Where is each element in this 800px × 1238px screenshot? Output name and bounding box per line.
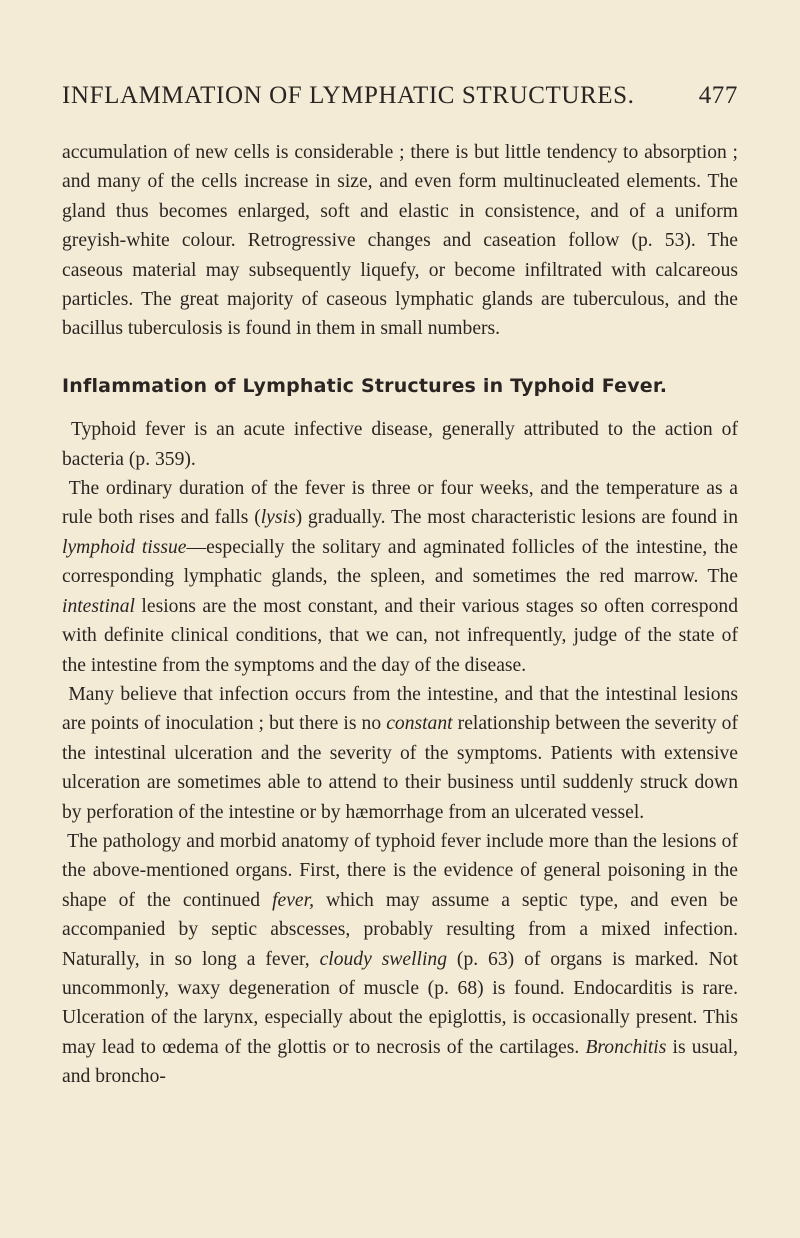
text-run: The pathology and morbid anatomy of typhoid fever include more than the lesions of the above-mentioned organs. First, there is the evidence of general poisoning in the shape of the continued [62,830,738,911]
paragraph [62,680,738,827]
paragraph: accumulation of new cells is considerable ; there is but little tendency to absorption ; and many of the cells increase in size, and even form multinucleated elements. The gland thus becomes enlarged, soft and elastic in consistence, and of a uniform greyish-white colour. Retrogressive changes and caseation follow (p. 53). The caseous material may subsequently liquefy, or become infiltrated with calcareous particles. The great majority of caseous lymphatic glands are tuberculous, and the bacillus tuberculosis is found in them in small numbers. [62,142,738,340]
paragraph [62,415,738,474]
italic-term: lysis [260,507,296,529]
text-run: (p. 63) of organs is marked. Not uncommonly, waxy degeneration of muscle (p. 68) is found. Endocarditis is rare. Ulceration of the larynx, especially about the epiglottis, is occasionally present. This may lead to œdema of the glottis or to necrosis of the cartilages. [62,948,738,1058]
paragraph-text: Typhoid fever is an acute infective disease, generally attributed to the action of bacteria (p. 359). [62,419,739,470]
text-run: —especially the solitary and agminated follicles of the intestine, the corresponding lymphatic glands, the spleen, and sometimes the red marrow. The [62,536,738,588]
section-heading: Inflammation of Lymphatic Structures in Typhoid Fever. [62,374,668,397]
text-run: which may assume a septic type, and even be accompanied by septic abscesses, probably resulting from a mixed infection. Naturally, in so long a fever, [62,889,738,970]
italic-term: cloudy swelling [319,948,448,970]
running-head-title: INFLAMMATION OF LYMPHATIC STRUCTURES. [62,82,635,109]
italic-term: constant [386,713,453,735]
paragraph [62,827,738,1092]
italic-term: intestinal [62,595,135,617]
italic-term: lymphoid tissue [62,536,187,558]
italic-term: Bronchitis [585,1036,667,1058]
body-text [62,138,738,1092]
text-run: The ordinary duration of the fever is three or four weeks, and the temperature as a rule both rises and falls ( [62,478,738,529]
text-run: lesions are the most constant, and their various stages so often correspond with definite clinical conditions, that we can, not infrequently, judge of the state of the intestine from the symptoms and the day of the disease. [62,595,738,676]
paragraph [62,474,738,680]
running-head [62,78,738,114]
text-run: relationship between the severity of the intestinal ulceration and the severity of the symptoms. Patients with extensive ulceration are sometimes able to attend to their business until suddenly struck down by perforation of the intestine or by hæmorrhage from an ulcerated vessel. [62,713,739,823]
page-number: 477 [698,82,738,109]
text-run: is usual, and broncho- [62,1036,738,1088]
italic-term: fever, [272,889,314,911]
text-run: ) gradually. The most characteristic lesions are found in [295,507,738,529]
text-run: Many believe that infection occurs from the intestine, and that the intestinal lesions are points of inoculation ; but there is no [62,683,738,735]
book-page [62,78,738,1092]
